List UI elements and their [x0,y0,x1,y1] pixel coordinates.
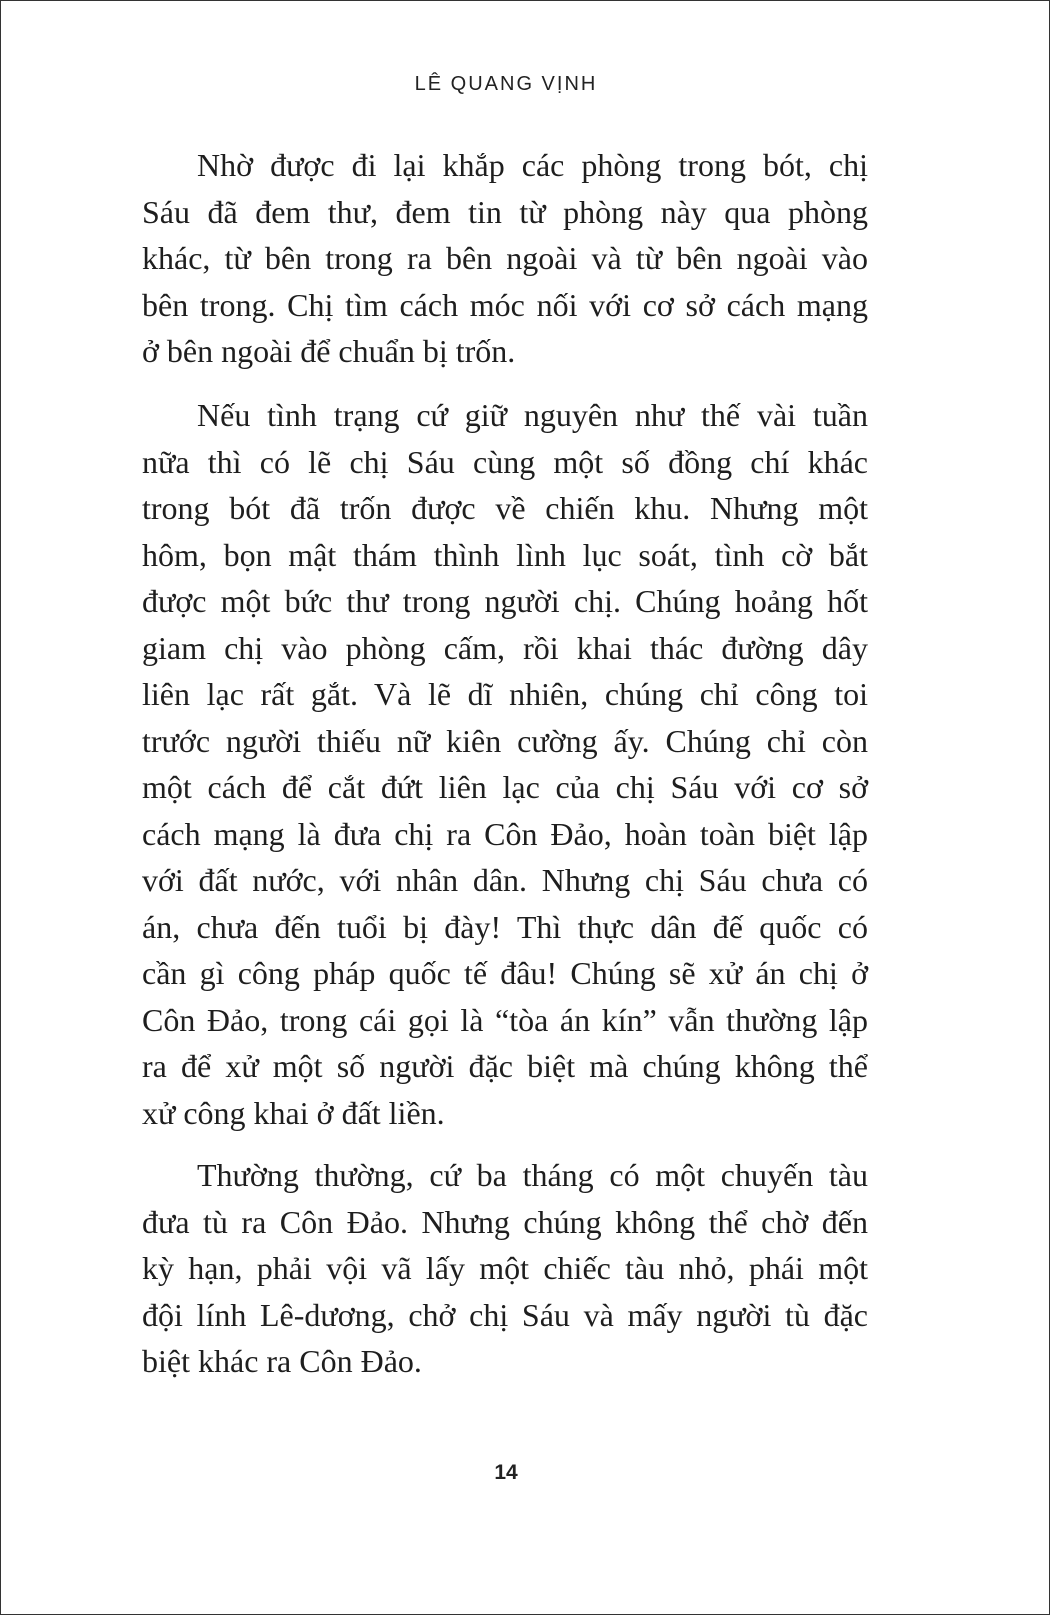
text-line: với đất nước, với nhân dân. Nhưng chị Sáu chưa có [142,862,868,898]
text-line: Thường thường, cứ ba tháng có một chuyến tàu [197,1157,868,1193]
text-line: ở bên ngoài để chuẩn bị trốn. [142,333,516,369]
text-line: được một bức thư trong người chị. Chúng hoảng hốt [142,583,868,619]
text-line: cần gì công pháp quốc tế đâu! Chúng sẽ xử án chị ở [142,955,868,991]
text-line: án, chưa đến tuổi bị đày! Thì thực dân đế quốc có [142,908,868,945]
text-line: bên trong. Chị tìm cách móc nối với cơ sở cách mạng [142,286,868,323]
text-line: khác, từ bên trong ra bên ngoài và từ bên ngoài vào [142,240,868,276]
running-head-author: LÊ QUANG VỊNH [414,73,598,95]
text-line: hôm, bọn mật thám thình lình lục soát, tình cờ bắt [142,536,868,573]
text-line: đội lính Lê-dương, chở chị Sáu và mấy người tù đặc [142,1296,868,1333]
text-line: xử công khai ở đất liền. [142,1094,445,1131]
text-line: cách mạng là đưa chị ra Côn Đảo, hoàn toàn biệt lập [142,815,868,852]
text-line: nữa thì có lẽ chị Sáu cùng một số đồng chí khác [142,443,868,480]
text-line: ra để xử một số người đặc biệt mà chúng không thể [142,1048,868,1084]
text-line: giam chị vào phòng cấm, rồi khai thác đường dây [142,629,868,666]
text-line: Sáu đã đem thư, đem tin từ phòng này qua phòng [142,193,868,230]
paragraph [142,392,868,1136]
text-line: một cách để cắt đứt liên lạc của chị Sáu với cơ sở [142,769,868,805]
text-line: Nếu tình trạng cứ giữ nguyên như thế vài tuần [197,397,868,433]
text-line: liên lạc rất gắt. Và lẽ dĩ nhiên, chúng chỉ công toi [142,676,868,712]
text-line: Côn Đảo, trong cái gọi là “tòa án kín” vẫn thường lập [142,1001,868,1038]
text-line: đưa tù ra Côn Đảo. Nhưng chúng không thể chờ đến [142,1203,868,1240]
text-line: trong bót đã trốn được về chiến khu. Nhưng một [142,490,868,526]
text-line: kỳ hạn, phải vội vã lấy một chiếc tàu nhỏ, phái một [142,1250,868,1286]
text-line: biệt khác ra Côn Đảo. [142,1343,422,1379]
text-line: Nhờ được đi lại khắp các phòng trong bót, chị [197,147,868,183]
page-number: 14 [494,1461,518,1484]
paragraph [142,1152,868,1385]
paragraph [142,142,868,375]
text-line: trước người thiếu nữ kiên cường ấy. Chúng chỉ còn [142,722,868,759]
